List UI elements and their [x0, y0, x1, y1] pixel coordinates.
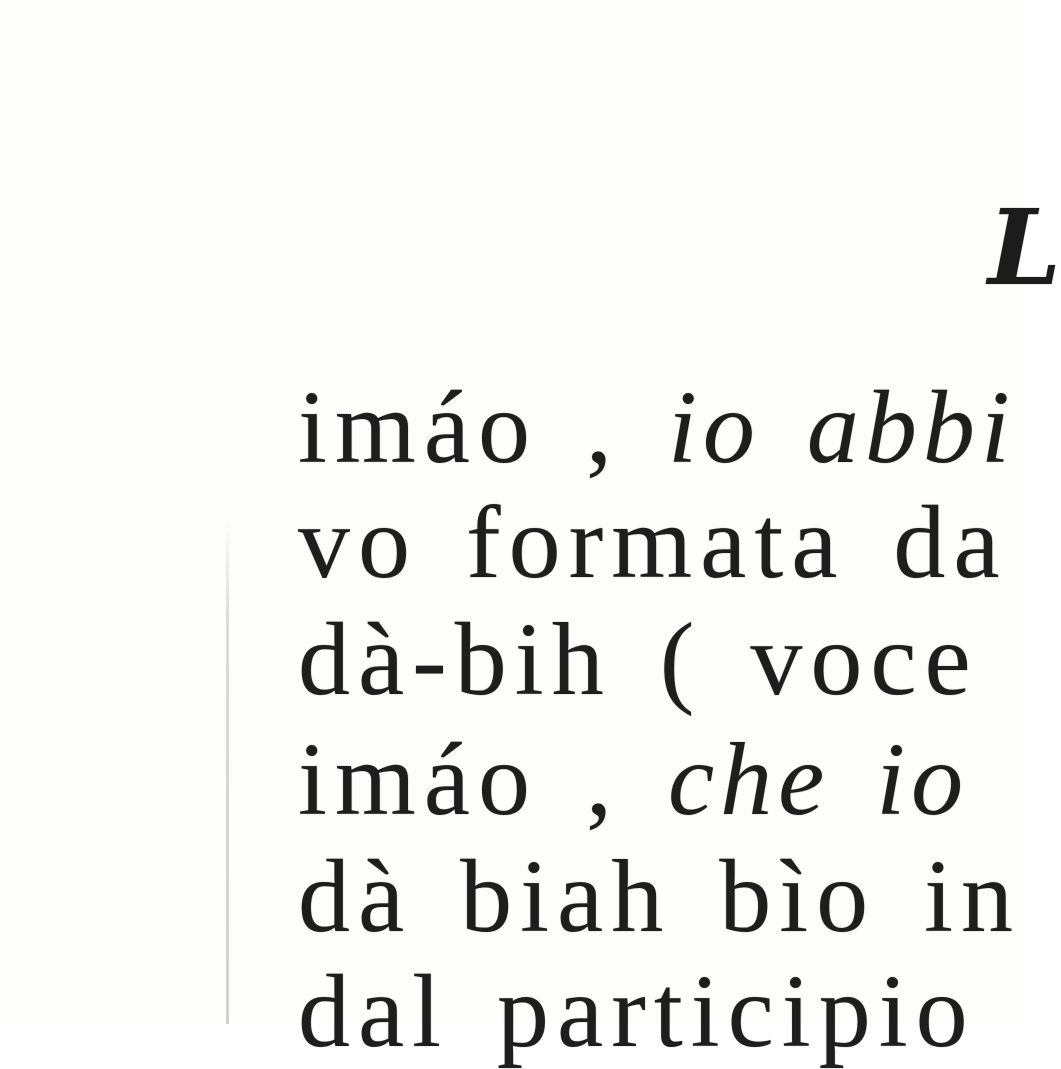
- heading-fragment: L: [988, 186, 1061, 309]
- text-line-4: [298, 722, 970, 837]
- text-line-6: [298, 954, 976, 1069]
- text-line-5-roman: dà biah bìo in: [298, 839, 1022, 954]
- text-line-1: [298, 370, 1016, 485]
- text-line-3: [298, 602, 979, 717]
- text-line-1-italic: io abbi: [667, 370, 1016, 485]
- text-line-2: [298, 485, 1008, 600]
- text-line-6-roman: dal participio: [298, 954, 976, 1069]
- text-line-1-roman: imáo ,: [298, 370, 668, 485]
- text-line-4-roman: imáo ,: [298, 722, 668, 837]
- text-line-2-roman: vo formata da: [298, 485, 1008, 600]
- page-margin-line: [226, 520, 229, 1024]
- text-line-3-roman: dà-bih ( voce: [298, 602, 979, 717]
- text-line-4-italic: che io: [667, 722, 970, 837]
- text-line-5: [298, 839, 1022, 954]
